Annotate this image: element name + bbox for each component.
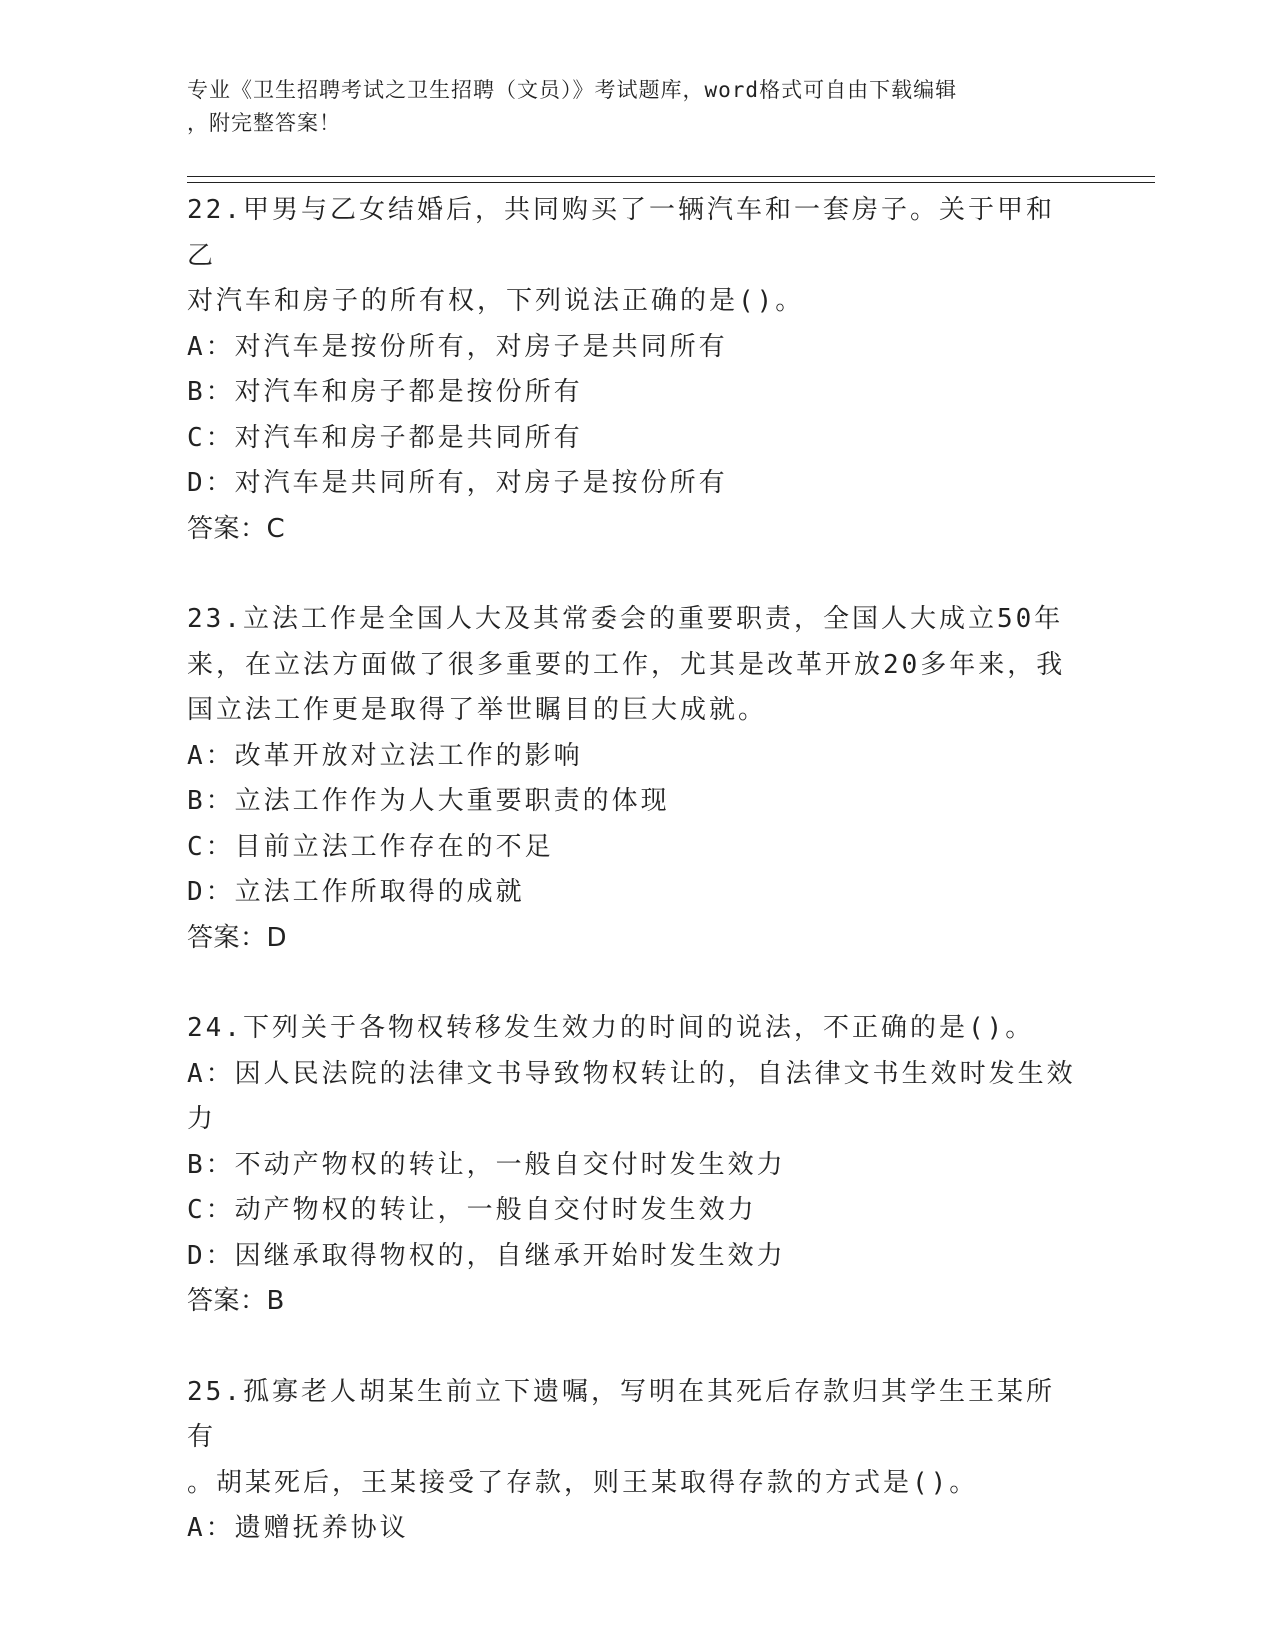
question-text: 国立法工作更是取得了举世瞩目的巨大成就。 [187, 695, 768, 725]
option-a-continued: 力 [187, 1104, 217, 1134]
option-b: B：对汽车和房子都是按份所有 [187, 377, 583, 407]
question-text: 24.下列关于各物权转移发生效力的时间的说法，不正确的是()。 [187, 1013, 1035, 1043]
option-c: C：对汽车和房子都是共同所有 [187, 422, 583, 453]
answer: 答案：B [187, 1286, 285, 1316]
question-text: 23.立法工作是全国人大及其常委会的重要职责，全国人大成立50年 [187, 604, 1064, 634]
question-text: 25.孤寡老人胡某生前立下遗嘱，写明在其死后存款归其学生王某所有 [187, 1376, 1055, 1452]
header-line-1: 专业《卫生招聘考试之卫生招聘（文员）》考试题库，word格式可自由下载编辑 [187, 78, 958, 102]
option-c: C：动产物权的转让，一般自交付时发生效力 [187, 1195, 757, 1225]
spacer [187, 961, 1087, 1006]
option-a: A：遗赠抚养协议 [187, 1513, 409, 1543]
question-22 [187, 188, 1087, 552]
question-text: 22.甲男与乙女结婚后，共同购买了一辆汽车和一套房子。关于甲和乙 [187, 195, 1055, 271]
option-a: A：改革开放对立法工作的影响 [187, 740, 583, 771]
option-d: D：立法工作所取得的成就 [187, 877, 525, 907]
option-b: B：不动产物权的转让，一般自交付时发生效力 [187, 1149, 786, 1180]
option-d: D：因继承取得物权的，自继承开始时发生效力 [187, 1240, 786, 1271]
question-text: 。胡某死后，王某接受了存款，则王某取得存款的方式是()。 [187, 1467, 979, 1498]
answer: 答案：C [187, 513, 286, 544]
header-rule-bottom [187, 182, 1155, 183]
question-23 [187, 597, 1087, 961]
question-text: 对汽车和房子的所有权，下列说法正确的是()。 [187, 286, 805, 316]
option-a: A：对汽车是按份所有，对房子是共同所有 [187, 331, 728, 362]
option-d: D：对汽车是共同所有，对房子是按份所有 [187, 468, 728, 498]
header-line-2: ，附完整答案！ [187, 111, 341, 135]
answer: 答案：D [187, 922, 288, 953]
question-25 [187, 1370, 1087, 1552]
question-24 [187, 1006, 1087, 1325]
question-text: 来，在立法方面做了很多重要的工作，尤其是改革开放20多年来，我 [187, 649, 1066, 680]
question-list [187, 188, 1087, 1552]
document-header [187, 74, 1067, 140]
option-b: B：立法工作作为人大重要职责的体现 [187, 786, 670, 816]
option-a: A：因人民法院的法律文书导致物权转让的，自法律文书生效时发生效 [187, 1058, 1076, 1089]
spacer [187, 552, 1087, 597]
header-rule-top [187, 176, 1155, 177]
spacer [187, 1325, 1087, 1370]
option-c: C：目前立法工作存在的不足 [187, 831, 554, 862]
